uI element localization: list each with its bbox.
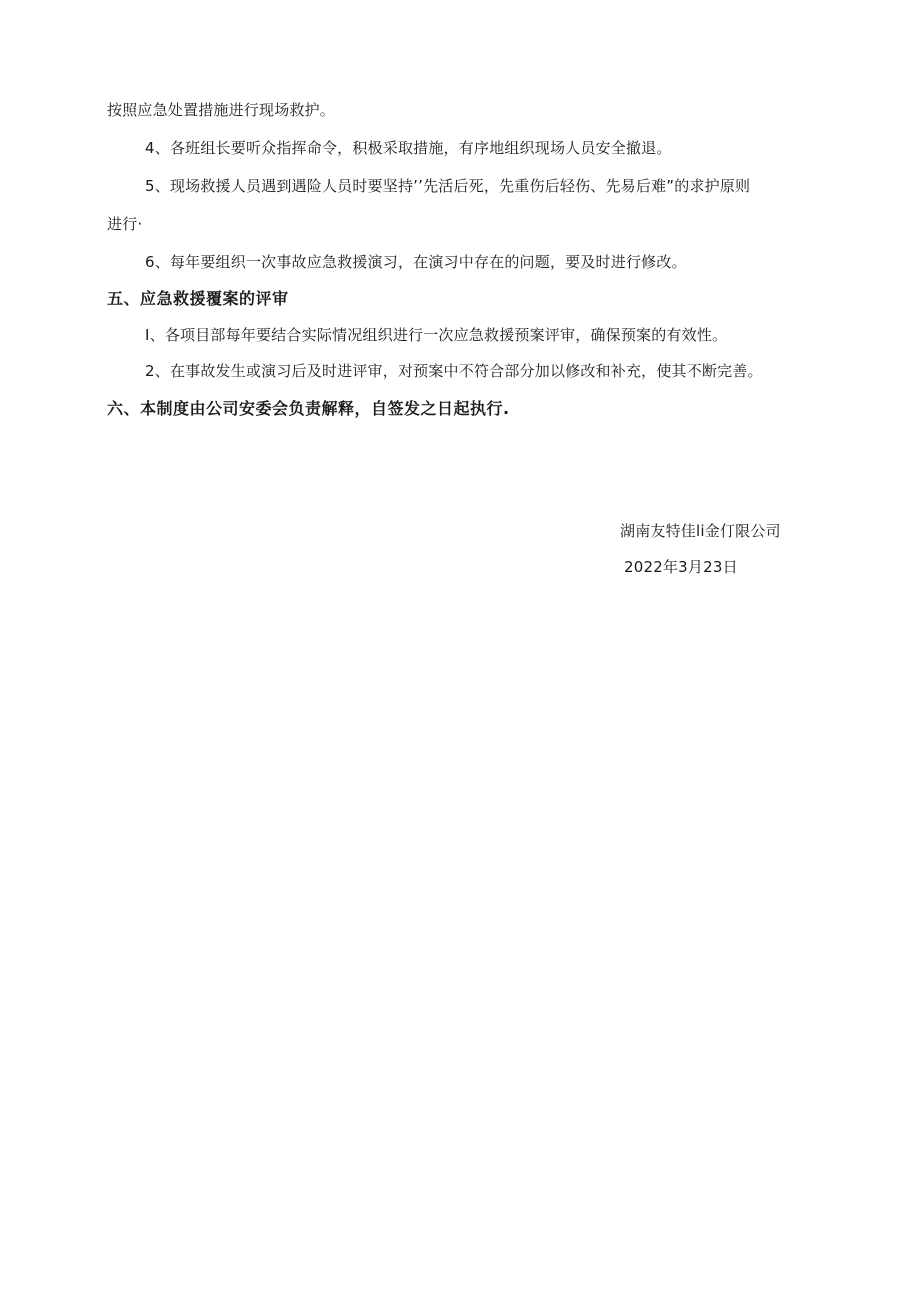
list-item-6: 6、每年要组织一次事故应急救援演习，在演习中存在的问题，要及时进行修改。 (145, 253, 687, 271)
paragraph-line-rescue: 按照应急处置措施进行现场救护。 (107, 101, 336, 119)
list-item-5-continuation: 进行· (107, 215, 143, 233)
section-heading-5: 五、应急救援覆案的评审 (107, 289, 289, 308)
list-item-4: 4、各班组长要听众指挥命令，积极采取措施，有序地组织现场人员安全撤退。 (145, 139, 672, 157)
section-5-item-2: 2、在事故发生或演习后及时进评审，对预案中不符合部分加以修改和补充，使其不断完善。 (145, 362, 763, 380)
signature-date: 2022年3月23日 (624, 558, 738, 576)
signature-company: 湖南友特佳li金仃限公司 (620, 522, 781, 540)
section-heading-6: 六、本制度由公司安委会负责解释，自签发之日起执行. (107, 399, 510, 418)
list-item-5: 5、现场救援人员遇到遇险人员时要坚持’’先活后死，先重伤后轻伤、先易后难”的求护原则 (145, 177, 751, 195)
section-5-item-1: I、各项目部每年要结合实际情况组织进行一次应急救援预案评审，确保预案的有效性。 (145, 326, 728, 344)
